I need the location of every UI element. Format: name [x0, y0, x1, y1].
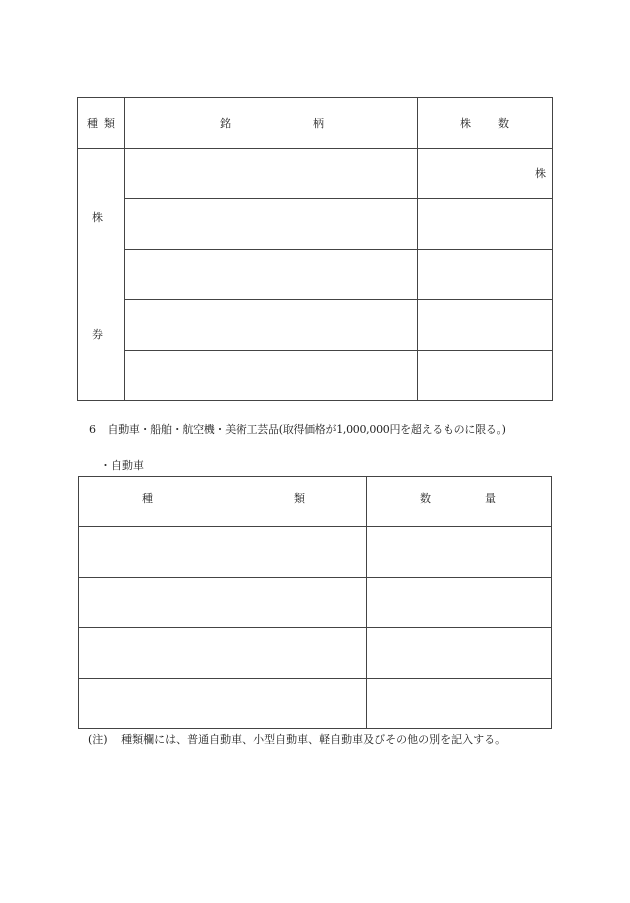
- table-row: [78, 300, 553, 351]
- note-text: 種類欄には、普通自動車、小型自動車、軽自動車及びその他の別を記入する。: [121, 733, 507, 746]
- stock-table: [77, 97, 553, 401]
- brand-cell[interactable]: [125, 300, 418, 351]
- vehicle-type-cell[interactable]: [79, 527, 367, 578]
- brand-cell[interactable]: [125, 351, 418, 401]
- note: [88, 733, 506, 747]
- quantity-cell[interactable]: [367, 578, 552, 628]
- vehicle-type-cell[interactable]: [79, 679, 367, 729]
- table-row: [78, 351, 553, 401]
- count-cell[interactable]: [418, 351, 553, 401]
- vehicle-table-header: [79, 477, 552, 527]
- table-row: [79, 628, 552, 679]
- table-row: [78, 199, 553, 250]
- type-cell-stock-certificate: [78, 149, 125, 401]
- count-cell[interactable]: [418, 199, 553, 250]
- vehicle-subtitle: ・自動車: [100, 459, 144, 472]
- header-count: 株 数: [418, 98, 553, 149]
- type-label-certificate: 券: [92, 328, 103, 341]
- table-row: [78, 250, 553, 300]
- note-label: (注): [88, 733, 108, 746]
- header-brand: 銘 柄: [125, 98, 418, 149]
- stock-table-header: [78, 98, 553, 149]
- table-row: [78, 149, 553, 199]
- brand-cell[interactable]: [125, 149, 418, 199]
- vehicle-type-cell[interactable]: [79, 578, 367, 628]
- quantity-cell[interactable]: [367, 628, 552, 679]
- header-type: 種 類: [78, 98, 125, 149]
- vehicle-table: [78, 476, 552, 729]
- table-row: [79, 578, 552, 628]
- count-cell[interactable]: [418, 250, 553, 300]
- table-row: [79, 527, 552, 578]
- table-row: [79, 679, 552, 729]
- header-quantity: 数 量: [367, 477, 552, 527]
- count-cell[interactable]: [418, 300, 553, 351]
- brand-cell[interactable]: [125, 250, 418, 300]
- type-label-stock: 株: [92, 211, 103, 224]
- section-number: 6: [89, 423, 96, 436]
- count-cell[interactable]: [418, 149, 553, 199]
- header-vehicle-type: 種 類: [79, 477, 367, 527]
- vehicle-type-cell[interactable]: [79, 628, 367, 679]
- quantity-cell[interactable]: [367, 527, 552, 578]
- section-6-heading: [89, 423, 506, 437]
- quantity-cell[interactable]: [367, 679, 552, 729]
- brand-cell[interactable]: [125, 199, 418, 250]
- unit-label: 株: [535, 167, 546, 180]
- section-title: 自動車・船舶・航空機・美術工芸品(取得価格が1,000,000円を超えるものに限る。): [107, 423, 506, 436]
